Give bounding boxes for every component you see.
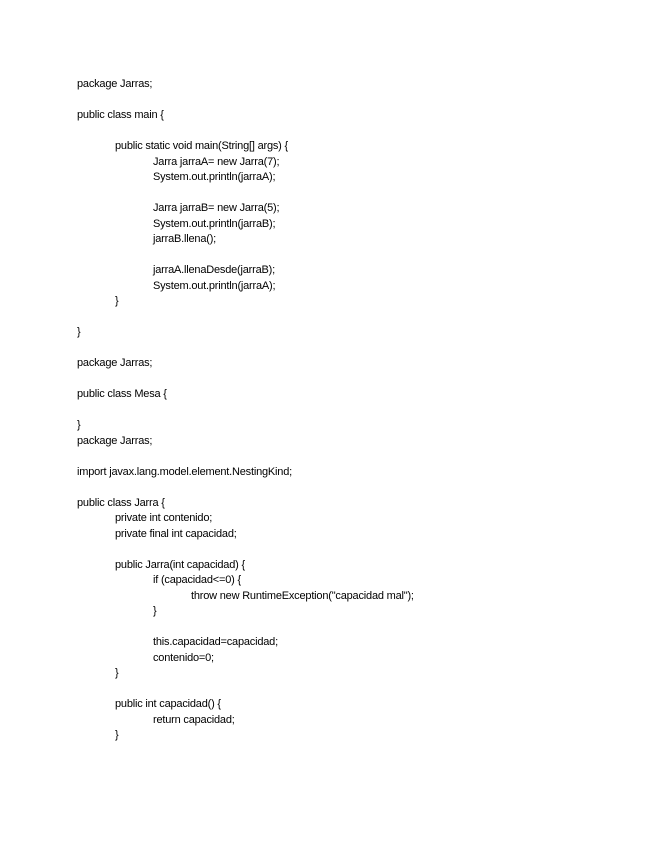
code-line bbox=[77, 124, 414, 140]
code-line bbox=[77, 93, 414, 109]
code-line: private final int capacidad; bbox=[115, 527, 237, 540]
code-line: Jarra jarraB= new Jarra(5); bbox=[153, 202, 280, 214]
code-line bbox=[77, 449, 414, 465]
code-line bbox=[77, 620, 414, 636]
code-line: public class Jarra { bbox=[77, 496, 165, 509]
code-line bbox=[77, 542, 414, 558]
code-line bbox=[77, 186, 414, 202]
code-line bbox=[77, 372, 414, 388]
code-line: System.out.println(jarraA); bbox=[153, 279, 276, 292]
code-line bbox=[77, 310, 414, 326]
code-line: public static void main(String[] args) { bbox=[115, 140, 288, 152]
code-line: System.out.println(jarraB); bbox=[153, 217, 276, 230]
code-line: jarraB.llena(); bbox=[153, 233, 217, 245]
code-line: jarraA.llenaDesde(jarraB); bbox=[153, 264, 275, 276]
code-line bbox=[77, 403, 414, 419]
code-line: this.capacidad=capacidad; bbox=[153, 636, 278, 648]
code-line: public int capacidad() { bbox=[115, 698, 221, 710]
code-line: if (capacidad<=0) { bbox=[153, 574, 241, 586]
code-line bbox=[77, 480, 414, 496]
code-line bbox=[77, 682, 414, 698]
code-line: throw new RuntimeException("capacidad mal"); bbox=[191, 589, 414, 602]
code-line: contenido=0; bbox=[153, 651, 214, 664]
code-line: private int contenido; bbox=[115, 512, 213, 524]
code-line: public class Mesa { bbox=[77, 388, 167, 400]
code-line: import javax.lang.model.element.NestingKind; bbox=[77, 465, 292, 478]
code-line: Jarra jarraA= new Jarra(7); bbox=[153, 155, 280, 168]
code-line: package Jarras; bbox=[77, 357, 153, 369]
code-line: return capacidad; bbox=[153, 713, 235, 726]
code-line bbox=[77, 248, 414, 264]
code-line: package Jarras; bbox=[77, 78, 153, 90]
code-line: } bbox=[115, 729, 119, 741]
code-line: } bbox=[115, 295, 119, 307]
code-line: } bbox=[77, 419, 81, 431]
code-line: public Jarra(int capacidad) { bbox=[115, 558, 245, 571]
code-line bbox=[77, 341, 414, 357]
code-line: } bbox=[153, 605, 157, 617]
code-line: System.out.println(jarraA); bbox=[153, 171, 276, 183]
code-line: } bbox=[77, 326, 81, 338]
code-listing bbox=[77, 77, 414, 744]
code-line: } bbox=[115, 667, 119, 679]
code-line: package Jarras; bbox=[77, 434, 153, 447]
code-line: public class main { bbox=[77, 109, 164, 121]
